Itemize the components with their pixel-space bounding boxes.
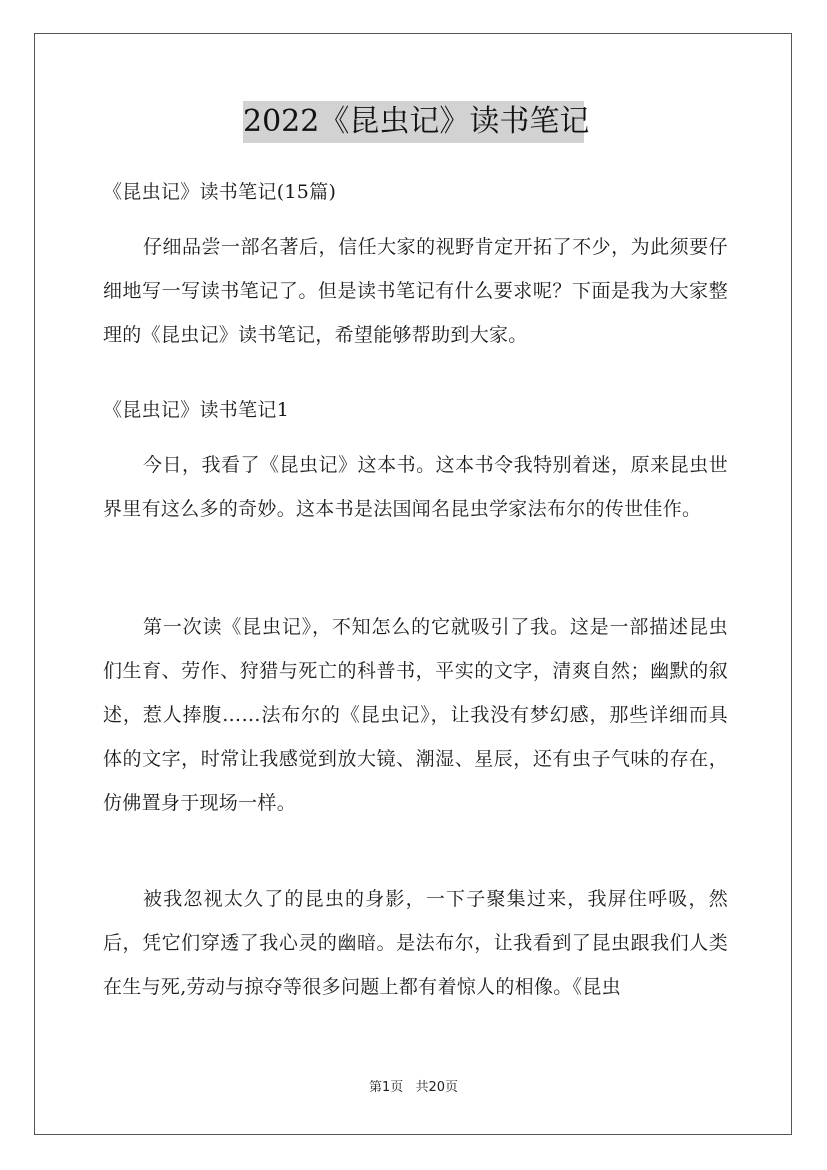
intro-paragraph: 仔细品尝一部名著后，信任大家的视野肯定开拓了不少，为此须要仔细地写一写读书笔记了。但是读书笔记有什么要求呢？下面是我为大家整理的《昆虫记》读书笔记，希望能够帮助到大家。 <box>103 236 728 346</box>
section-heading: 《昆虫记》读书笔记1 <box>103 399 290 421</box>
body-paragraph-1: 今日，我看了《昆虫记》这本书。这本书令我特别着迷，原来昆虫世界里有这么多的奇妙。这本书是法国闻名昆虫学家法布尔的传世佳作。 <box>103 454 728 520</box>
body-paragraph-3: 被我忽视太久了的昆虫的身影，一下子聚集过来，我屏住呼吸，然后，凭它们穿透了我心灵的幽暗。是法布尔，让我看到了昆虫跟我们人类在生与死,劳动与掠夺等很多问题上都有着惊人的相像。《昆虫 <box>103 888 728 998</box>
page-footer <box>0 1076 827 1095</box>
document-subtitle: 《昆虫记》读书笔记(15篇) <box>103 181 337 203</box>
document-title: 2022《昆虫记》读书笔记 <box>243 101 584 143</box>
body-paragraph-2: 第一次读《昆虫记》，不知怎么的它就吸引了我。这是一部描述昆虫们生育、劳作、狩猎与死亡的科普书，平实的文字，清爽自然；幽默的叙述，惹人捧腹……法布尔的《昆虫记》，让我没有梦幻感，那些详细而具体的文字，时常让我感觉到放大镜、潮湿、星辰，还有虫子气味的存在，仿佛置身于现场一样。 <box>103 616 728 814</box>
page-total: 共20页 <box>415 1080 458 1095</box>
page-number: 第1页 <box>369 1080 404 1095</box>
